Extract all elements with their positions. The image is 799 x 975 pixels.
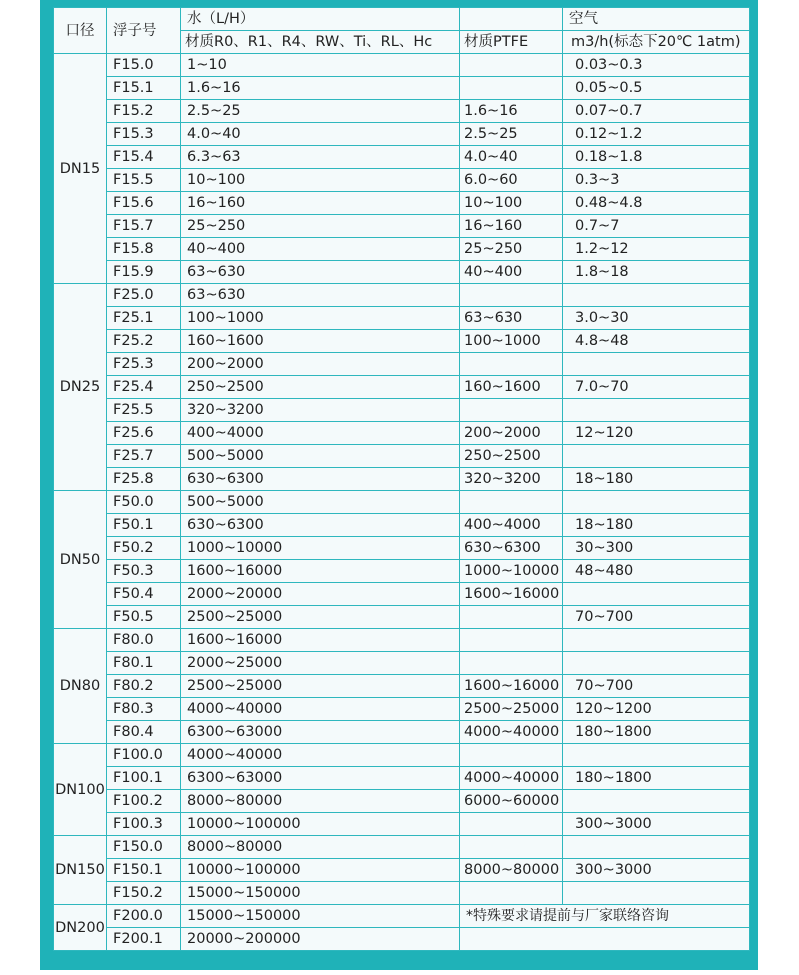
table-row: [54, 215, 750, 238]
water-materials-header: 材质R0、R1、R4、RW、Ti、RL、Hc: [181, 31, 460, 54]
water-range-cell: 500~5000: [181, 491, 460, 514]
ptfe-range-cell: [460, 54, 563, 77]
float-number-cell: F80.2: [107, 675, 181, 698]
special-request-note: *特殊要求请提前与厂家联络咨询: [460, 905, 750, 928]
float-number-cell: F15.2: [107, 100, 181, 123]
float-number-cell: F50.4: [107, 583, 181, 606]
air-range-cell: 0.12~1.2: [563, 123, 750, 146]
table-row: [54, 583, 750, 606]
table-row: [54, 537, 750, 560]
table-row: [54, 445, 750, 468]
air-range-cell: 180~1800: [563, 721, 750, 744]
air-range-cell: [563, 629, 750, 652]
ptfe-range-cell: [460, 882, 563, 905]
ptfe-range-cell: [460, 399, 563, 422]
table-row: [54, 859, 750, 882]
table-row: [54, 698, 750, 721]
table-row: [54, 330, 750, 353]
caliber-cell: DN15: [54, 54, 107, 284]
water-range-cell: 10~100: [181, 169, 460, 192]
ptfe-range-cell: 160~1600: [460, 376, 563, 399]
caliber-cell: DN100: [54, 744, 107, 836]
float-number-cell: F15.1: [107, 77, 181, 100]
water-range-cell: 1600~16000: [181, 629, 460, 652]
table-row: [54, 307, 750, 330]
water-range-cell: 63~630: [181, 284, 460, 307]
table-row: [54, 422, 750, 445]
ptfe-range-cell: 4000~40000: [460, 767, 563, 790]
air-range-cell: 1.2~12: [563, 238, 750, 261]
ptfe-range-cell: 2.5~25: [460, 123, 563, 146]
table-row: [54, 399, 750, 422]
water-range-cell: 63~630: [181, 261, 460, 284]
water-range-cell: 15000~150000: [181, 882, 460, 905]
water-range-cell: 4000~40000: [181, 744, 460, 767]
ptfe-range-cell: [460, 652, 563, 675]
table-row: [54, 928, 750, 951]
ptfe-header: 材质PTFE: [460, 31, 563, 54]
caliber-cell: DN150: [54, 836, 107, 905]
ptfe-range-cell: [460, 606, 563, 629]
table-row: [54, 514, 750, 537]
air-range-cell: [563, 445, 750, 468]
air-range-cell: [563, 491, 750, 514]
water-range-cell: 6300~63000: [181, 767, 460, 790]
air-range-cell: 0.7~7: [563, 215, 750, 238]
table-row: [54, 192, 750, 215]
ptfe-range-cell: 6.0~60: [460, 169, 563, 192]
water-range-cell: 4.0~40: [181, 123, 460, 146]
table-row: [54, 284, 750, 307]
table-row: [54, 744, 750, 767]
air-range-cell: 48~480: [563, 560, 750, 583]
empty-cell: [460, 928, 750, 951]
table-row: [54, 468, 750, 491]
air-range-cell: [563, 882, 750, 905]
air-range-cell: 18~180: [563, 468, 750, 491]
ptfe-range-cell: 400~4000: [460, 514, 563, 537]
air-range-cell: [563, 284, 750, 307]
table-row: [54, 882, 750, 905]
ptfe-range-cell: [460, 284, 563, 307]
table-row: [54, 376, 750, 399]
air-range-cell: 3.0~30: [563, 307, 750, 330]
table-row: [54, 813, 750, 836]
float-number-cell: F100.1: [107, 767, 181, 790]
float-number-header: 浮子号: [107, 8, 181, 54]
float-flow-spec-table: [53, 7, 750, 951]
water-range-cell: 4000~40000: [181, 698, 460, 721]
float-number-cell: F15.3: [107, 123, 181, 146]
water-range-cell: 6.3~63: [181, 146, 460, 169]
caliber-cell: DN200: [54, 905, 107, 951]
float-number-cell: F50.3: [107, 560, 181, 583]
ptfe-range-cell: [460, 836, 563, 859]
ptfe-range-cell: [460, 744, 563, 767]
float-number-cell: F80.3: [107, 698, 181, 721]
water-range-cell: 8000~80000: [181, 790, 460, 813]
water-range-cell: 200~2000: [181, 353, 460, 376]
float-number-cell: F100.2: [107, 790, 181, 813]
ptfe-range-cell: [460, 629, 563, 652]
ptfe-range-cell: 200~2000: [460, 422, 563, 445]
water-range-cell: 320~3200: [181, 399, 460, 422]
water-range-cell: 1~10: [181, 54, 460, 77]
ptfe-header-top: [460, 8, 563, 31]
air-range-cell: 12~120: [563, 422, 750, 445]
ptfe-range-cell: [460, 353, 563, 376]
water-range-cell: 1600~16000: [181, 560, 460, 583]
caliber-cell: DN25: [54, 284, 107, 491]
water-range-cell: 40~400: [181, 238, 460, 261]
air-range-cell: 30~300: [563, 537, 750, 560]
table-row: [54, 767, 750, 790]
air-range-cell: 1.8~18: [563, 261, 750, 284]
table-row: [54, 905, 750, 928]
water-range-cell: 2000~25000: [181, 652, 460, 675]
float-number-cell: F100.3: [107, 813, 181, 836]
air-range-cell: 0.03~0.3: [563, 54, 750, 77]
table-row: [54, 836, 750, 859]
air-range-cell: 4.8~48: [563, 330, 750, 353]
table-row: [54, 123, 750, 146]
water-range-cell: 6300~63000: [181, 721, 460, 744]
air-range-cell: 0.07~0.7: [563, 100, 750, 123]
water-range-cell: 400~4000: [181, 422, 460, 445]
ptfe-range-cell: 40~400: [460, 261, 563, 284]
air-range-cell: [563, 583, 750, 606]
table-row: [54, 169, 750, 192]
table-row: [54, 54, 750, 77]
ptfe-range-cell: 1.6~16: [460, 100, 563, 123]
table-row: [54, 675, 750, 698]
table-row: [54, 77, 750, 100]
ptfe-range-cell: 100~1000: [460, 330, 563, 353]
float-number-cell: F25.6: [107, 422, 181, 445]
air-range-cell: 0.3~3: [563, 169, 750, 192]
float-number-cell: F150.1: [107, 859, 181, 882]
air-unit-header: m3/h(标态下20℃ 1atm): [563, 31, 750, 54]
air-range-cell: [563, 652, 750, 675]
water-range-cell: 10000~100000: [181, 859, 460, 882]
table-row: [54, 721, 750, 744]
table-row: [54, 100, 750, 123]
air-range-cell: [563, 744, 750, 767]
air-header: 空气: [563, 8, 750, 31]
air-range-cell: [563, 353, 750, 376]
ptfe-range-cell: 4000~40000: [460, 721, 563, 744]
float-number-cell: F15.8: [107, 238, 181, 261]
ptfe-range-cell: 25~250: [460, 238, 563, 261]
water-range-cell: 1000~10000: [181, 537, 460, 560]
float-number-cell: F150.2: [107, 882, 181, 905]
ptfe-range-cell: 630~6300: [460, 537, 563, 560]
air-range-cell: [563, 836, 750, 859]
ptfe-range-cell: 16~160: [460, 215, 563, 238]
air-range-cell: 0.48~4.8: [563, 192, 750, 215]
table-row: [54, 629, 750, 652]
ptfe-range-cell: 6000~60000: [460, 790, 563, 813]
table-row: [54, 491, 750, 514]
float-number-cell: F25.4: [107, 376, 181, 399]
air-range-cell: 7.0~70: [563, 376, 750, 399]
float-number-cell: F50.0: [107, 491, 181, 514]
ptfe-range-cell: 2500~25000: [460, 698, 563, 721]
water-range-cell: 250~2500: [181, 376, 460, 399]
air-range-cell: 120~1200: [563, 698, 750, 721]
float-number-cell: F15.0: [107, 54, 181, 77]
table-row: [54, 261, 750, 284]
table-row: [54, 238, 750, 261]
water-header: 水（L/H）: [181, 8, 460, 31]
air-range-cell: [563, 399, 750, 422]
float-number-cell: F15.9: [107, 261, 181, 284]
table-row: [54, 790, 750, 813]
table-row: [54, 146, 750, 169]
float-number-cell: F80.1: [107, 652, 181, 675]
air-range-cell: [563, 790, 750, 813]
table-row: [54, 652, 750, 675]
ptfe-range-cell: 8000~80000: [460, 859, 563, 882]
ptfe-range-cell: 1600~16000: [460, 675, 563, 698]
float-number-cell: F150.0: [107, 836, 181, 859]
ptfe-range-cell: [460, 491, 563, 514]
ptfe-range-cell: 63~630: [460, 307, 563, 330]
ptfe-range-cell: [460, 813, 563, 836]
air-range-cell: 18~180: [563, 514, 750, 537]
float-number-cell: F200.0: [107, 905, 181, 928]
water-range-cell: 100~1000: [181, 307, 460, 330]
air-range-cell: 180~1800: [563, 767, 750, 790]
ptfe-range-cell: 4.0~40: [460, 146, 563, 169]
ptfe-range-cell: 1000~10000: [460, 560, 563, 583]
air-range-cell: 0.18~1.8: [563, 146, 750, 169]
ptfe-range-cell: 320~3200: [460, 468, 563, 491]
table-row: [54, 353, 750, 376]
float-number-cell: F80.0: [107, 629, 181, 652]
float-number-cell: F15.6: [107, 192, 181, 215]
air-range-cell: 300~3000: [563, 813, 750, 836]
float-number-cell: F15.7: [107, 215, 181, 238]
float-number-cell: F100.0: [107, 744, 181, 767]
water-range-cell: 16~160: [181, 192, 460, 215]
air-range-cell: 0.05~0.5: [563, 77, 750, 100]
header-row-1: [54, 8, 750, 31]
float-number-cell: F25.2: [107, 330, 181, 353]
caliber-cell: DN80: [54, 629, 107, 744]
water-range-cell: 20000~200000: [181, 928, 460, 951]
water-range-cell: 2500~25000: [181, 606, 460, 629]
water-range-cell: 2500~25000: [181, 675, 460, 698]
float-number-cell: F50.1: [107, 514, 181, 537]
float-number-cell: F15.5: [107, 169, 181, 192]
table-row: [54, 606, 750, 629]
water-range-cell: 630~6300: [181, 468, 460, 491]
water-range-cell: 25~250: [181, 215, 460, 238]
caliber-header: 口径: [54, 8, 107, 54]
ptfe-range-cell: 10~100: [460, 192, 563, 215]
float-number-cell: F25.7: [107, 445, 181, 468]
ptfe-range-cell: 1600~16000: [460, 583, 563, 606]
water-range-cell: 1.6~16: [181, 77, 460, 100]
float-number-cell: F25.3: [107, 353, 181, 376]
float-number-cell: F200.1: [107, 928, 181, 951]
caliber-cell: DN50: [54, 491, 107, 629]
ptfe-range-cell: [460, 77, 563, 100]
water-range-cell: 8000~80000: [181, 836, 460, 859]
float-number-cell: F25.5: [107, 399, 181, 422]
water-range-cell: 10000~100000: [181, 813, 460, 836]
water-range-cell: 160~1600: [181, 330, 460, 353]
float-number-cell: F50.5: [107, 606, 181, 629]
water-range-cell: 15000~150000: [181, 905, 460, 928]
float-number-cell: F25.0: [107, 284, 181, 307]
float-number-cell: F50.2: [107, 537, 181, 560]
water-range-cell: 630~6300: [181, 514, 460, 537]
water-range-cell: 2000~20000: [181, 583, 460, 606]
air-range-cell: 70~700: [563, 606, 750, 629]
float-number-cell: F15.4: [107, 146, 181, 169]
float-number-cell: F80.4: [107, 721, 181, 744]
air-range-cell: 70~700: [563, 675, 750, 698]
water-range-cell: 2.5~25: [181, 100, 460, 123]
table-row: [54, 560, 750, 583]
water-range-cell: 500~5000: [181, 445, 460, 468]
float-number-cell: F25.1: [107, 307, 181, 330]
air-range-cell: 300~3000: [563, 859, 750, 882]
float-number-cell: F25.8: [107, 468, 181, 491]
ptfe-range-cell: 250~2500: [460, 445, 563, 468]
